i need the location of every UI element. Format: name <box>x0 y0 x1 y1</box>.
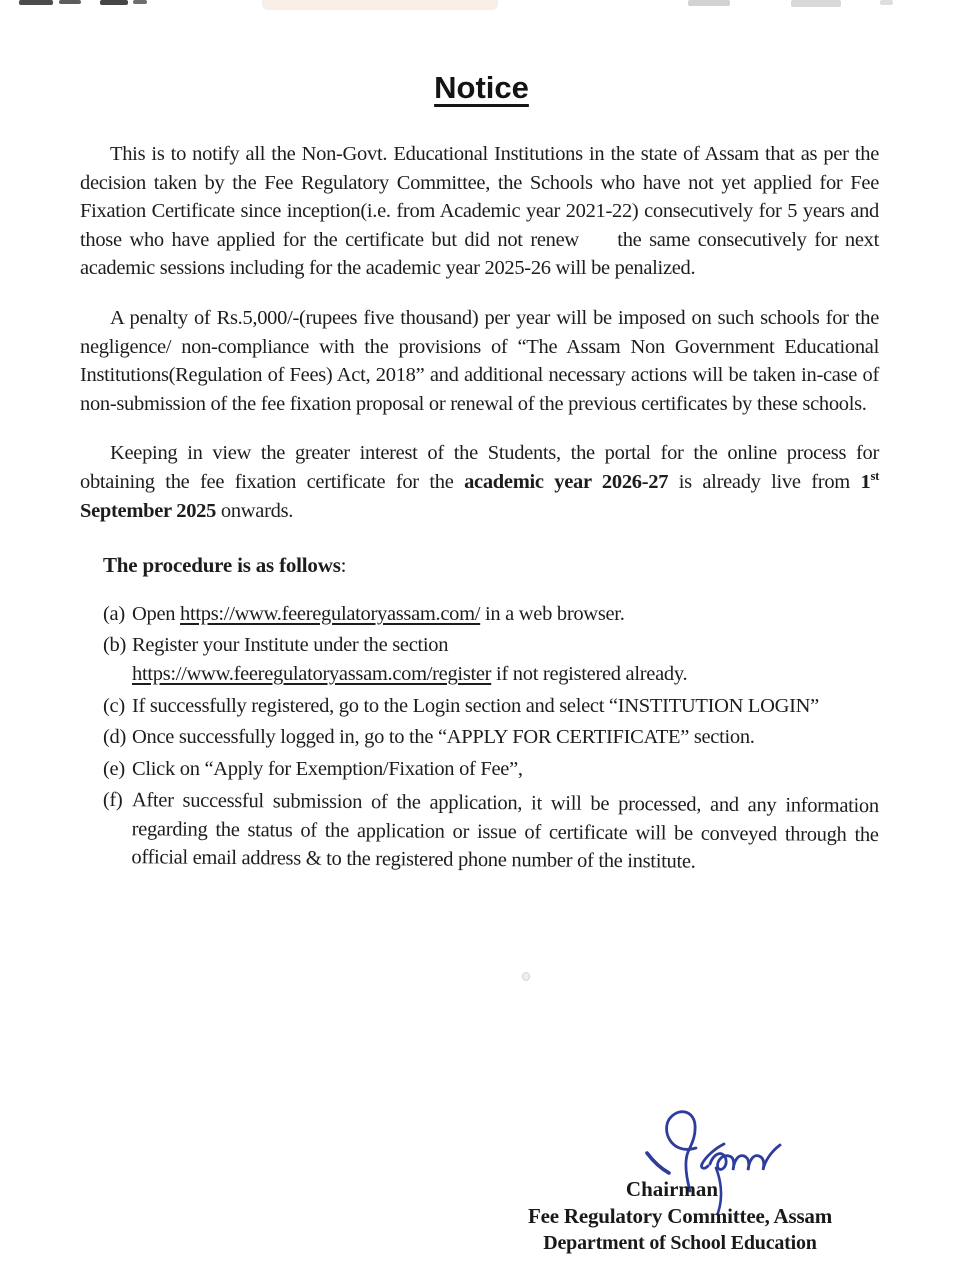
live-date-bold: 1st September 2025 <box>80 469 880 522</box>
step-continuation <box>132 660 879 689</box>
step-text: Once successfully logged in, go to the “APPLY FOR CERTIFICATE” section. <box>132 726 755 749</box>
step-text: If successfully registered, go to the Login section and select “INSTITUTION LOGIN” <box>132 694 819 717</box>
step-text: Click on “Apply for Exemption/Fixation of Fee”, <box>132 757 523 780</box>
procedure-step-c <box>103 692 879 721</box>
step-text: if not registered already. <box>491 662 688 685</box>
portal-register-link[interactable]: https://www.feeregulatoryassam.com/register <box>132 662 492 685</box>
academic-year-bold: academic year 2026-27 <box>464 470 669 493</box>
scan-artifact <box>791 0 841 7</box>
step-text: Open <box>132 602 181 625</box>
scan-artifact <box>880 0 893 5</box>
scan-artifact <box>688 0 730 6</box>
paragraph-penalty: A penalty of Rs.5,000/-(rupees five thousand) per year will be imposed on such schools for the negligence/ non-compliance with the provisions of “The Assam Non Government Educational Institutions(Regulation of Fees) Act, 2018” and additional necessary actions will be taken in-case of non-submission of the fee fixation proposal or renewal of the previous certificates by these schools. <box>80 306 879 415</box>
procedure-step-f <box>102 786 879 878</box>
procedure-heading: The procedure is as follows: <box>103 553 347 578</box>
procedure-step-e <box>103 755 879 784</box>
list-marker: (c) <box>103 694 125 717</box>
list-marker: (f) <box>102 789 123 812</box>
scan-speck <box>522 972 530 981</box>
portal-live-text: onwards. <box>216 499 294 522</box>
list-marker: (e) <box>103 757 125 780</box>
ordinal-superscript: st <box>870 469 880 484</box>
scan-artifact <box>100 0 128 5</box>
list-marker: (d) <box>103 726 127 749</box>
page-title: Notice <box>434 70 529 105</box>
list-marker: (b) <box>103 634 127 657</box>
scan-artifact <box>262 0 498 10</box>
procedure-list <box>103 600 879 872</box>
paragraph-portal-live <box>80 439 879 525</box>
scan-artifact <box>19 0 53 5</box>
document-body <box>80 140 879 872</box>
procedure-step-b <box>103 631 879 688</box>
portal-live-text: is already live from <box>668 470 861 493</box>
portal-home-link[interactable]: https://www.feeregulatoryassam.com/ <box>180 602 481 625</box>
signatory-organization: Fee Regulatory Committee, Assam <box>527 1204 833 1228</box>
step-text: After successful submission of the application, it will be processed, and any information regarding the status of the application or issue of certificate will be conveyed through the official email address & to the registered phone number of the institute. <box>131 789 879 874</box>
procedure-step-d <box>103 723 879 752</box>
list-marker: (a) <box>103 602 125 625</box>
portal-live-text: Keeping in view the greater interest of the Students, the portal for the online process for obtaining the fee fixation certificate for the <box>80 442 879 493</box>
step-text: Register your Institute under the section <box>132 634 449 657</box>
paragraph-intro: This is to notify all the Non-Govt. Educational Institutions in the state of Assam that as per the decision taken by the Fee Regulatory Committee, the Schools who have not yet applied for Fee Fixation Certificate since inception(i.e. from Academic year 2021-22) consecutively for 5 years and those who have applied for the certificate but did not renew the same consecutively for next academic sessions including for the academic year 2025-26 will be penalized. <box>80 143 879 280</box>
procedure-step-a <box>103 600 879 629</box>
scan-artifact <box>133 0 147 4</box>
step-text: in a web browser. <box>480 602 625 625</box>
scan-artifact <box>59 0 81 4</box>
signatory-department: Department of School Education <box>543 1232 817 1254</box>
signature-block <box>505 1176 855 1256</box>
signatory-title: Chairman <box>625 1177 719 1201</box>
